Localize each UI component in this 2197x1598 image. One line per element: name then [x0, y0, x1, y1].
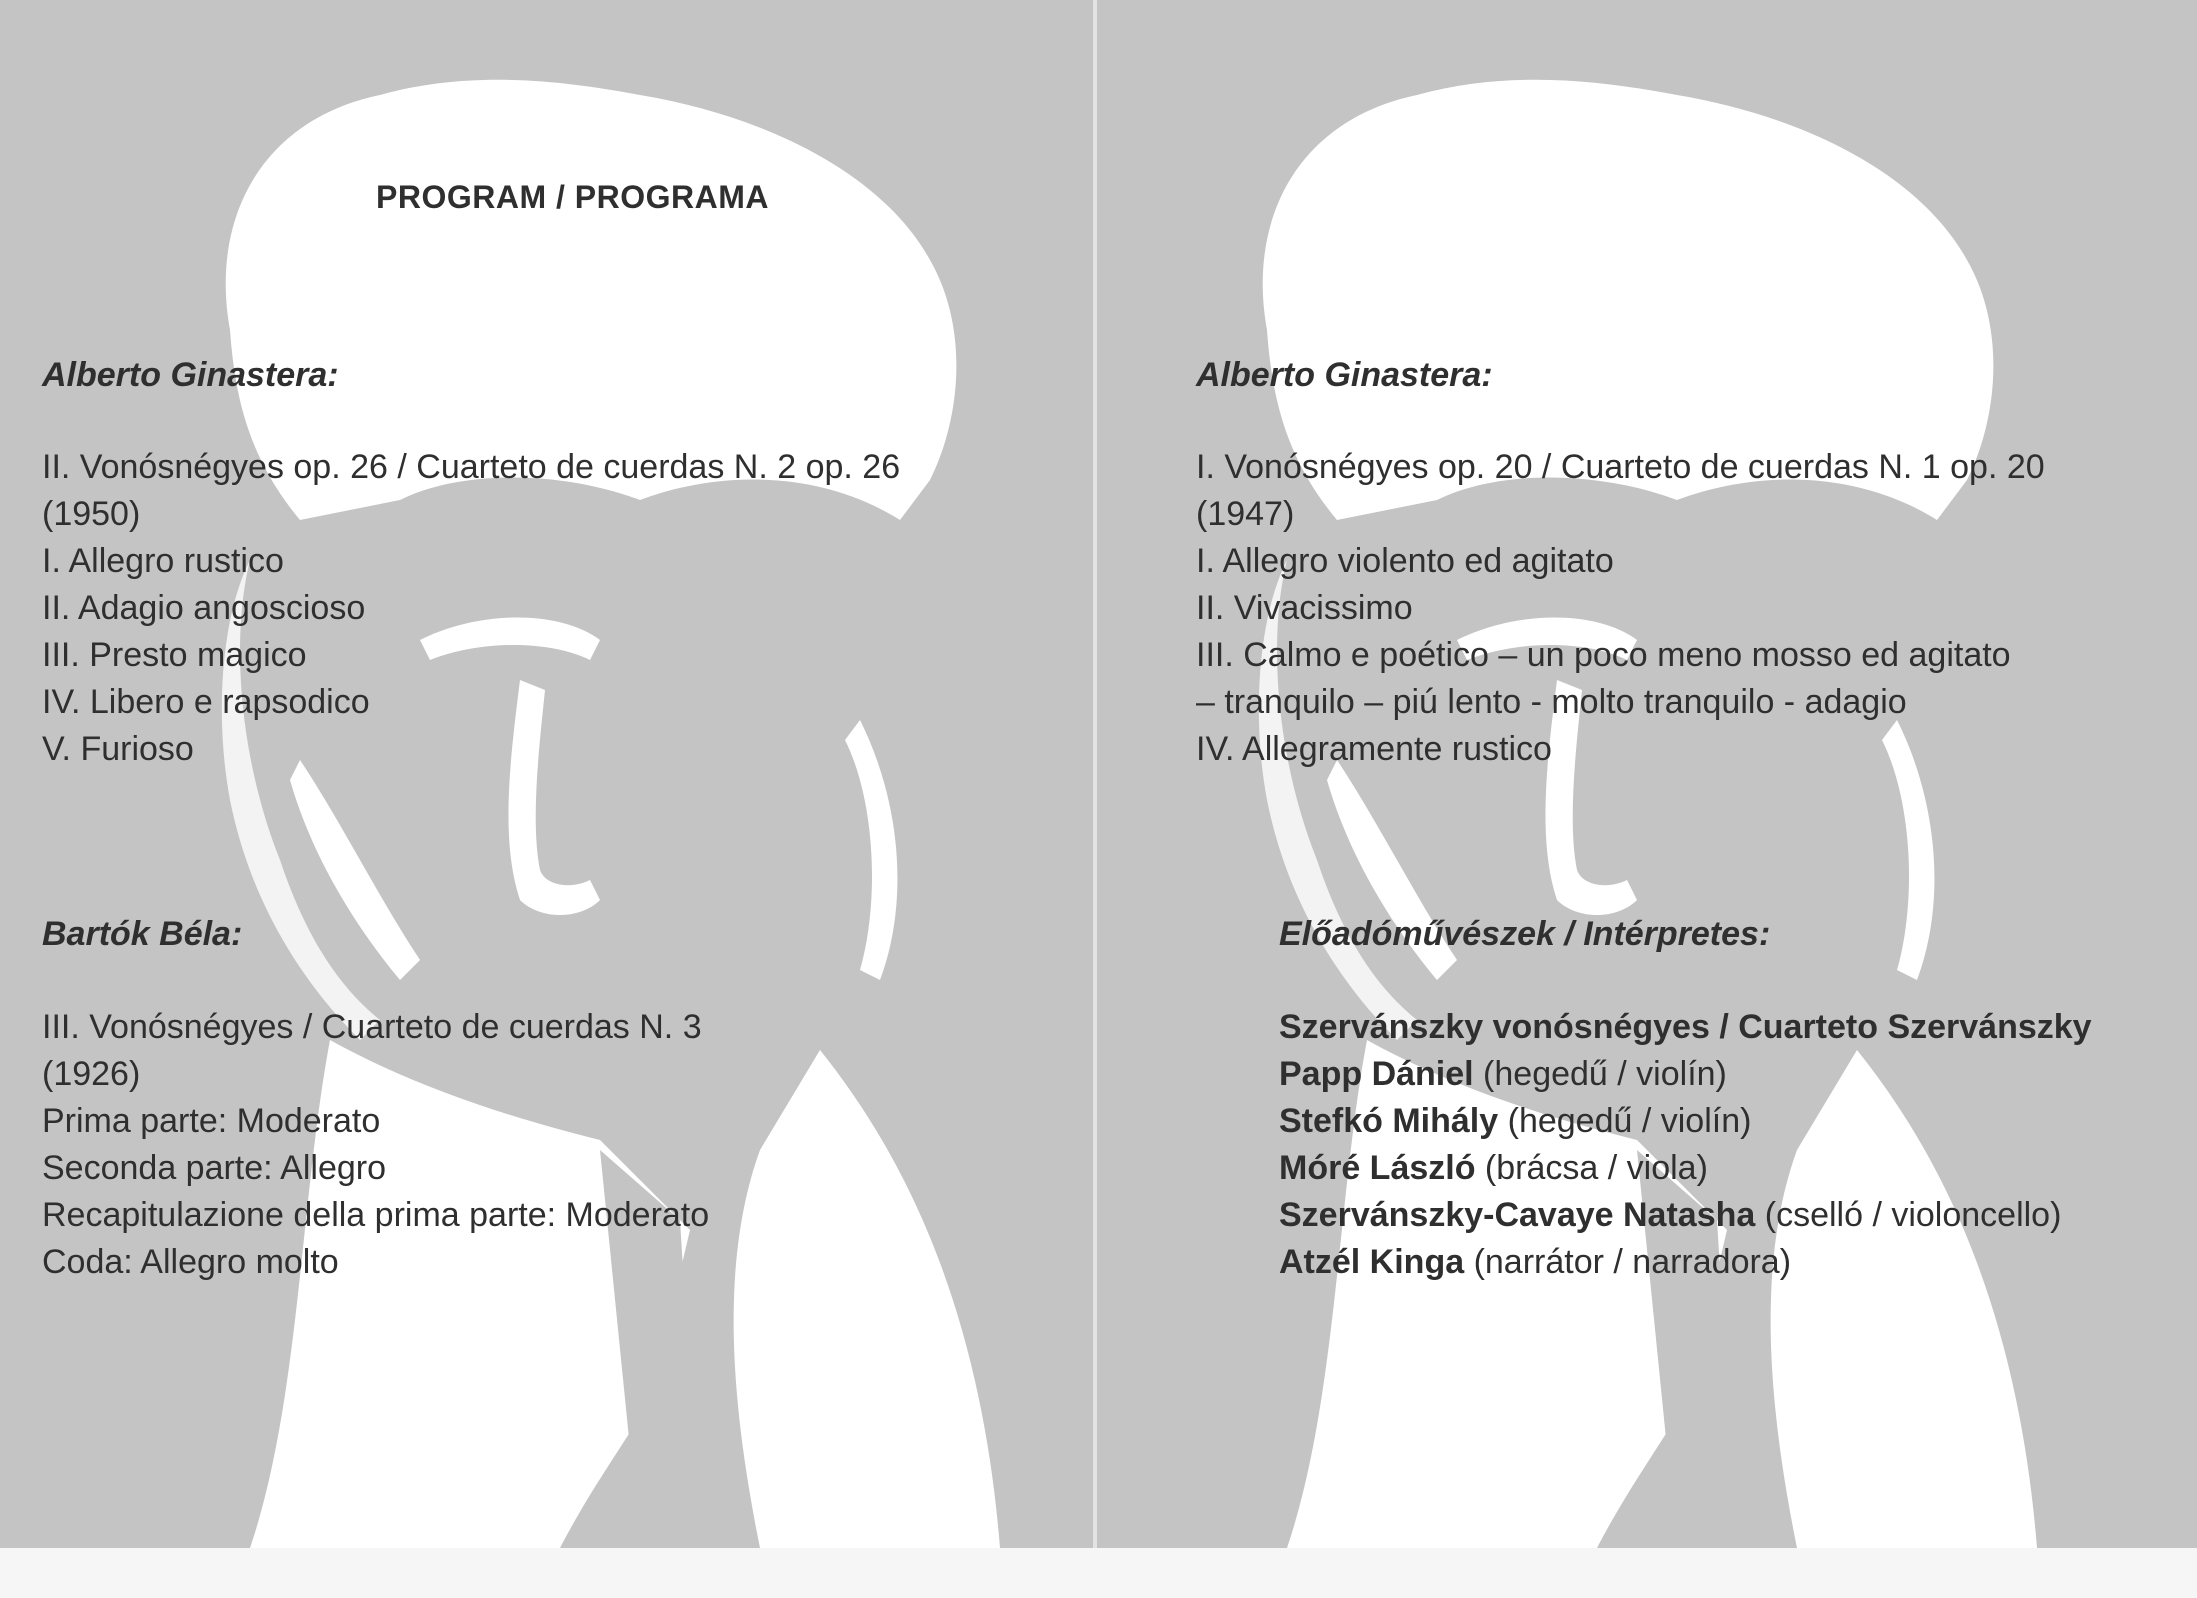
right-page	[1097, 0, 2197, 1548]
performer-name: Papp Dániel	[1279, 1055, 1474, 1093]
performer-role: (narrátor / narradora)	[1464, 1243, 1792, 1281]
program-line: – tranquilo – piú lento - molto tranquilo - adagio	[1196, 683, 1907, 721]
performer-line	[1279, 1098, 2092, 1145]
performer-line	[1279, 1145, 2092, 1192]
performer-name: Móré László	[1279, 1149, 1476, 1187]
program-line: (1926)	[42, 1055, 141, 1093]
performers-list	[1279, 1004, 2092, 1286]
performer-name: Atzél Kinga	[1279, 1243, 1465, 1281]
performer-role: (hegedű / violín)	[1498, 1102, 1752, 1140]
ensemble-name: Szervánszky vonósnégyes / Cuarteto Szervánszky	[1279, 1008, 2092, 1046]
ginastera-quartet-2-list	[42, 444, 900, 773]
performer-line	[1279, 1192, 2092, 1239]
program-line: II. Adagio angoscioso	[42, 589, 366, 627]
program-title: PROGRAM / PROGRAMA	[376, 179, 769, 215]
performer-line	[1279, 1239, 2092, 1286]
bartok-quartet-3-list	[42, 1004, 709, 1286]
program-line: III. Calmo e poético – un poco meno mosso ed agitato	[1196, 636, 2011, 674]
program-line: I. Allegro violento ed agitato	[1196, 542, 1614, 580]
program-line: I. Vonósnégyes op. 20 / Cuarteto de cuerdas N. 1 op. 20	[1196, 448, 2045, 486]
program-line: II. Vivacissimo	[1196, 589, 1413, 627]
performer-role: (hegedű / violín)	[1473, 1055, 1727, 1093]
performer-name: Szervánszky-Cavaye Natasha	[1279, 1196, 1756, 1234]
program-line: Coda: Allegro molto	[42, 1243, 339, 1281]
portrait-silhouette-left	[0, 0, 1093, 1548]
composer-heading-bartok: Bartók Béla:	[42, 915, 243, 953]
program-line: V. Furioso	[42, 730, 194, 768]
performer-line	[1279, 1051, 2092, 1098]
program-line: III. Vonósnégyes / Cuarteto de cuerdas N. 3	[42, 1008, 702, 1046]
composer-heading-ginastera: Alberto Ginastera:	[42, 356, 339, 394]
program-line: II. Vonósnégyes op. 26 / Cuarteto de cuerdas N. 2 op. 26	[42, 448, 901, 486]
program-line: III. Presto magico	[42, 636, 307, 674]
performer-role: (cselló / violoncello)	[1755, 1196, 2062, 1234]
composer-heading-ginastera-right: Alberto Ginastera:	[1196, 356, 1493, 394]
program-line: (1947)	[1196, 495, 1295, 533]
performers-heading: Előadóművészek / Intérpretes:	[1279, 915, 1771, 953]
ginastera-quartet-1-list	[1196, 444, 2045, 773]
program-line: I. Allegro rustico	[42, 542, 284, 580]
program-line: IV. Allegramente rustico	[1196, 730, 1552, 768]
program-line: Prima parte: Moderato	[42, 1102, 381, 1140]
performer-name: Stefkó Mihály	[1279, 1102, 1499, 1140]
performer-role: (brácsa / viola)	[1475, 1149, 1708, 1187]
program-line: Recapitulazione della prima parte: Moderato	[42, 1196, 710, 1234]
program-line: (1950)	[42, 495, 141, 533]
left-page	[0, 0, 1093, 1548]
program-line: Seconda parte: Allegro	[42, 1149, 387, 1187]
program-line: IV. Libero e rapsodico	[42, 683, 370, 721]
portrait-silhouette-right	[1097, 0, 2197, 1548]
